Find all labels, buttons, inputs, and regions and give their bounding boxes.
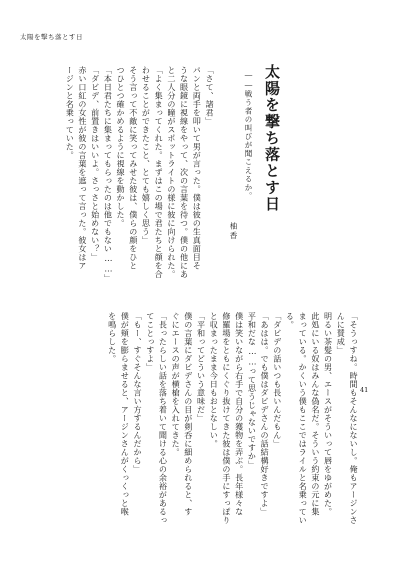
text-line: 「もー、すぐそんな言い方するんだから」 xyxy=(133,312,144,474)
text-line: 「長ったらしい話を落ち着いて聞ける心の余裕があるっ xyxy=(158,312,169,525)
text-line: ージンと名乗っていた。 xyxy=(65,66,76,160)
text-line: 平和だな……って思うじゃないですか」 xyxy=(247,312,258,469)
text-line: うな眼鏡に視線をやって、次の言葉を待つ。僕の他にあ xyxy=(179,66,190,279)
text-line: ぐにエースの声が横槍を入れてきた。 xyxy=(171,312,182,457)
text-line: パンと両手を叩いて男が言った。僕は彼の生真面目そ xyxy=(192,66,203,270)
text-line: 「平和ってどういう意味だ」 xyxy=(196,312,207,423)
story-subtitle: ――戦う者の叫びが聞こえるか。 xyxy=(244,70,253,201)
page-number: 41 xyxy=(360,386,369,394)
text-line: 修羅場をともにくぐり抜けてきた彼は僕の手にすっぽり xyxy=(221,312,232,525)
body-text-lower xyxy=(40,312,360,542)
story-title: 太陽を撃ち落とす日 xyxy=(263,64,281,213)
text-line: そう言って不敵に笑ってみせた彼は、僕らの顔をひと xyxy=(128,66,139,270)
text-line: つひとつ確かめるように視線を動かした。 xyxy=(116,66,127,228)
text-line: んに賛成」 xyxy=(336,312,347,355)
text-line: 明るい茶髪の男、エースがそういって唇をゆがめた。 xyxy=(323,312,334,516)
text-line: 「ダビデの話いつも長いんだもん」 xyxy=(272,312,283,448)
text-line: 此処にいる奴はみんな偽名だ。そういう約束の元に集 xyxy=(310,312,321,516)
text-line: る。 xyxy=(285,312,296,329)
author-name: 柚香 xyxy=(229,222,238,241)
text-line: てことっすよ」 xyxy=(145,312,156,372)
text-line: 「さて、諸君」 xyxy=(205,66,215,126)
text-line: 「あはは。でも僕はダビデさんの話結構好きですよ」 xyxy=(260,312,271,516)
text-line: と二人分の瞳がスポットライトの様に彼に向けられた。 xyxy=(166,66,177,279)
body-text-upper xyxy=(65,66,216,296)
text-line: 赤い口紅の女性が彼の言葉を遮って言った。彼女はア xyxy=(77,66,88,270)
text-line: 「そうっすね。時間もそんなにないし。俺もアージンさ xyxy=(349,312,359,525)
text-line: と収まったまま今日もおとなしい。 xyxy=(209,312,220,448)
text-line: 僕の言葉にダビデさんの目が剣呑に細められると、す xyxy=(183,312,194,516)
running-header: 太陽を撃ち落とす日 xyxy=(20,33,83,41)
text-line: 僕が頬を膨らませると、アージンさんがくっくっと喉 xyxy=(120,312,131,516)
text-line: 「本日君たちに集まってもらったのは他でもない……」 xyxy=(103,66,114,283)
text-line: 「ダビデ、前置きはいいよ。さっさと始めない？」 xyxy=(90,66,101,262)
text-line: を鳴らした。 xyxy=(107,312,118,363)
text-line: 僕は笑いながら右手で自分の獲物を弄ぶ。長年様々な xyxy=(234,312,245,516)
text-line: まっている。かくいう僕もここではライルと名乗ってい xyxy=(298,312,309,525)
text-line: わせることができたこと、とても嬉しく思う」 xyxy=(141,66,152,245)
text-line: 「よく集まってくれた。まずはこの場で君たちと顔を合 xyxy=(154,66,165,279)
